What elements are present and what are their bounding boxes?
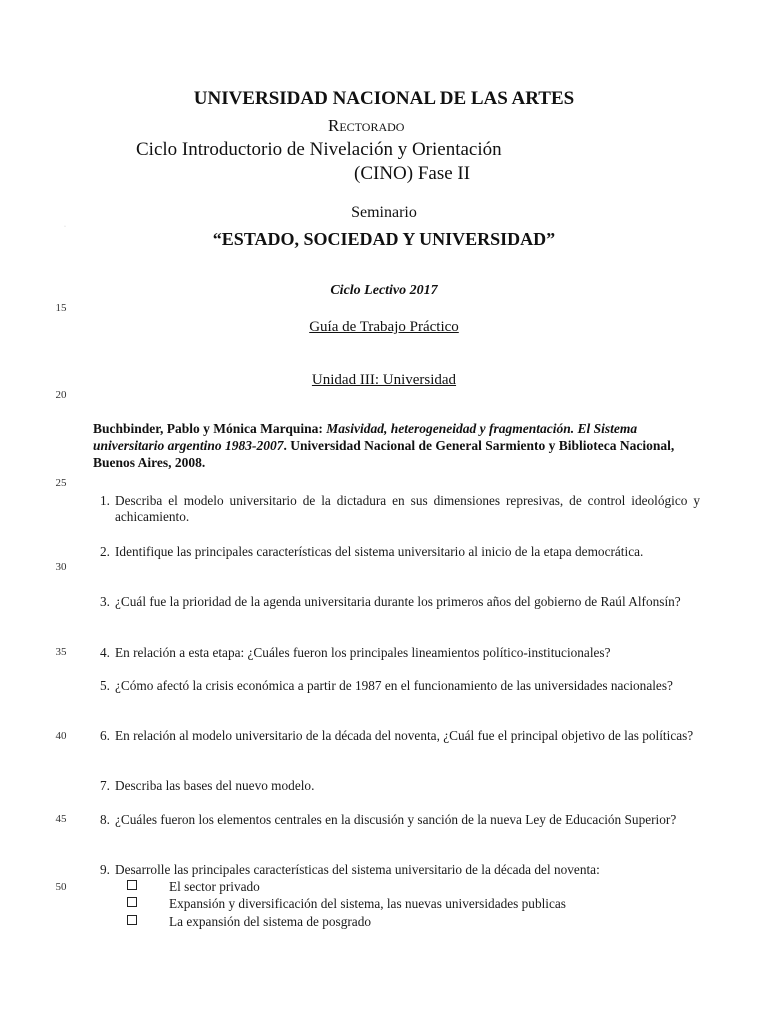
seminar-title: “ESTADO, SOCIEDAD Y UNIVERSIDAD” bbox=[212, 229, 556, 249]
unit-title: Unidad III: Universidad bbox=[311, 372, 457, 388]
question-number: 9. bbox=[100, 862, 110, 877]
list-item bbox=[127, 896, 687, 912]
question-text: ¿Cuál fue la prioridad de la agenda universitaria durante los primeros años del gobierno de Raúl Alfonsín? bbox=[115, 594, 681, 609]
line-number: 50 bbox=[55, 881, 67, 893]
question-item bbox=[90, 728, 700, 744]
question-number: 7. bbox=[100, 778, 110, 793]
question-text: ¿Cómo afectó la crisis económica a partir de 1987 en el funcionamiento de las universidades nacionales? bbox=[115, 678, 673, 693]
academic-year: Ciclo Lectivo 2017 bbox=[330, 283, 438, 298]
question-item bbox=[90, 812, 700, 828]
line-number: 15 bbox=[55, 302, 67, 314]
checkbox-icon bbox=[127, 897, 137, 907]
line-number: 35 bbox=[55, 646, 67, 658]
question-item bbox=[90, 594, 700, 610]
list-item bbox=[127, 914, 687, 930]
list-item bbox=[127, 879, 687, 895]
reference-authors: Buchbinder, Pablo y Mónica Marquina: bbox=[93, 421, 327, 436]
question-text: Desarrolle las principales características del sistema universitario de la década del noventa: bbox=[115, 862, 600, 877]
question-text: ¿Cuáles fueron los elementos centrales en la discusión y sanción de la nueva Ley de Educación Superior? bbox=[115, 812, 677, 827]
question-item bbox=[90, 493, 700, 525]
question-number: 1. bbox=[100, 493, 110, 508]
question-number: 3. bbox=[100, 594, 110, 609]
question-item bbox=[90, 645, 700, 661]
line-number: 25 bbox=[55, 477, 67, 489]
guide-title: Guía de Trabajo Práctico bbox=[309, 319, 459, 335]
question-text: En relación al modelo universitario de la década del noventa, ¿Cuál fue el principal objetivo de las políticas? bbox=[115, 728, 694, 743]
list-item-text: El sector privado bbox=[169, 879, 260, 894]
question-text: En relación a esta etapa: ¿Cuáles fueron los principales lineamientos político-institucionales? bbox=[115, 645, 611, 660]
question-text: Identifique las principales características del sistema universitario al inicio de la etapa democrática. bbox=[115, 544, 644, 559]
program-title-line2: (CINO) Fase II bbox=[354, 163, 471, 184]
line-number: 40 bbox=[55, 730, 67, 742]
reference-publisher: . Universidad Nacional de General Sarmiento y Biblioteca Nacional, Buenos Aires, 2008. bbox=[93, 438, 675, 470]
question-item bbox=[90, 778, 700, 794]
line-number: 45 bbox=[55, 813, 67, 825]
checkbox-icon bbox=[127, 915, 137, 925]
question-item bbox=[90, 544, 700, 560]
reference-work-title: Masividad, heterogeneidad y fragmentación. El Sistema universitario argentino 1983-2007 bbox=[93, 421, 638, 453]
list-item-text: La expansión del sistema de posgrado bbox=[169, 914, 371, 929]
question-text: Describa el modelo universitario de la dictadura en sus dimensiones represivas, de control ideológico y achicamiento. bbox=[115, 493, 700, 524]
bibliographic-reference bbox=[93, 420, 703, 471]
question-number: 8. bbox=[100, 812, 110, 827]
question-number: 6. bbox=[100, 728, 110, 743]
line-number: 20 bbox=[55, 389, 67, 401]
checkbox-icon bbox=[127, 880, 137, 890]
question-number: 5. bbox=[100, 678, 110, 693]
seminar-label: Seminario bbox=[351, 204, 417, 221]
question-number: 2. bbox=[100, 544, 110, 559]
office-name: Rectorado bbox=[328, 116, 405, 135]
question-item bbox=[90, 678, 700, 694]
margin-mark: · bbox=[64, 224, 66, 230]
line-number: 30 bbox=[55, 561, 67, 573]
question-number: 4. bbox=[100, 645, 110, 660]
question-item bbox=[90, 862, 700, 878]
university-name: UNIVERSIDAD NACIONAL DE LAS ARTES bbox=[193, 88, 575, 109]
question-text: Describa las bases del nuevo modelo. bbox=[115, 778, 315, 793]
program-title-line1: Ciclo Introductorio de Nivelación y Orientación bbox=[136, 139, 502, 160]
list-item-text: Expansión y diversificación del sistema, las nuevas universidades publicas bbox=[169, 896, 566, 911]
